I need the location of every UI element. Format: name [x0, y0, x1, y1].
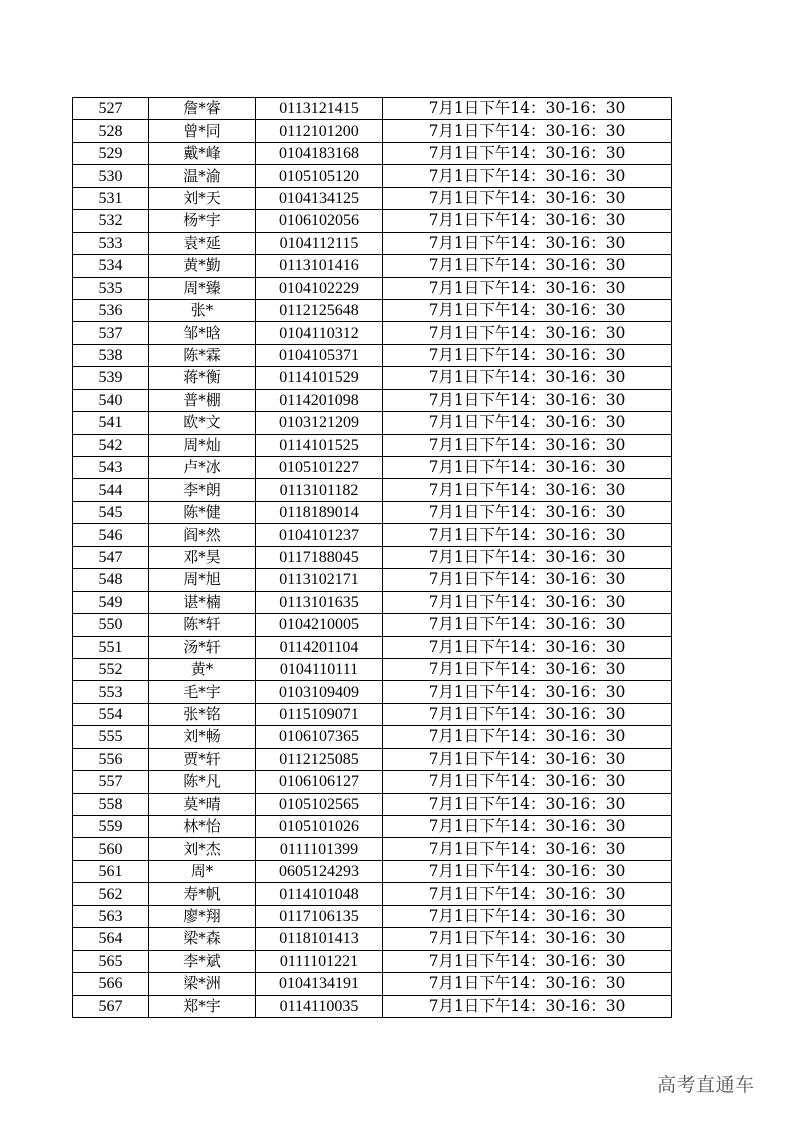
table-row: [73, 434, 672, 456]
table-row: [73, 232, 672, 254]
student-name-cell: 黄*: [149, 658, 256, 680]
table-row: [73, 344, 672, 366]
exam-time-cell: 7月1日下午14：30-16：30: [383, 322, 672, 344]
exam-time-cell: 7月1日下午14：30-16：30: [383, 367, 672, 389]
row-number-cell: 544: [73, 479, 149, 501]
exam-time-cell: 7月1日下午14：30-16：30: [383, 726, 672, 748]
student-id-cell: 0115109071: [256, 703, 383, 725]
row-number-cell: 563: [73, 905, 149, 927]
student-id-cell: 0104110111: [256, 658, 383, 680]
student-id-cell: 0106107365: [256, 726, 383, 748]
student-id-cell: 0104112115: [256, 232, 383, 254]
student-name-cell: 戴*峰: [149, 142, 256, 164]
exam-time-cell: 7月1日下午14：30-16：30: [383, 860, 672, 882]
student-id-cell: 0118189014: [256, 501, 383, 523]
exam-time-cell: 7月1日下午14：30-16：30: [383, 771, 672, 793]
table-row: [73, 255, 672, 277]
table-row: [73, 838, 672, 860]
student-name-cell: 普*棚: [149, 389, 256, 411]
student-id-cell: 0118101413: [256, 928, 383, 950]
row-number-cell: 556: [73, 748, 149, 770]
row-number-cell: 567: [73, 995, 149, 1017]
exam-time-cell: 7月1日下午14：30-16：30: [383, 255, 672, 277]
exam-time-cell: 7月1日下午14：30-16：30: [383, 636, 672, 658]
exam-time-cell: 7月1日下午14：30-16：30: [383, 98, 672, 120]
exam-time-cell: 7月1日下午14：30-16：30: [383, 479, 672, 501]
row-number-cell: 553: [73, 681, 149, 703]
student-id-cell: 0113101416: [256, 255, 383, 277]
student-name-cell: 周*灿: [149, 434, 256, 456]
exam-time-cell: 7月1日下午14：30-16：30: [383, 614, 672, 636]
student-id-cell: 0112101200: [256, 120, 383, 142]
student-name-cell: 谌*楠: [149, 591, 256, 613]
row-number-cell: 548: [73, 569, 149, 591]
table-row: [73, 950, 672, 972]
table-row: [73, 928, 672, 950]
row-number-cell: 528: [73, 120, 149, 142]
table-row: [73, 748, 672, 770]
table-row: [73, 995, 672, 1017]
table-row: [73, 142, 672, 164]
student-id-cell: 0114110035: [256, 995, 383, 1017]
table-row: [73, 210, 672, 232]
table-row: [73, 703, 672, 725]
table-row: [73, 367, 672, 389]
student-id-cell: 0106102056: [256, 210, 383, 232]
student-id-cell: 0104105371: [256, 344, 383, 366]
student-name-cell: 廖*翔: [149, 905, 256, 927]
exam-time-cell: 7月1日下午14：30-16：30: [383, 569, 672, 591]
exam-time-cell: 7月1日下午14：30-16：30: [383, 658, 672, 680]
student-name-cell: 张*铭: [149, 703, 256, 725]
student-id-cell: 0605124293: [256, 860, 383, 882]
student-id-cell: 0104102229: [256, 277, 383, 299]
student-name-cell: 刘*杰: [149, 838, 256, 860]
row-number-cell: 546: [73, 524, 149, 546]
exam-time-cell: 7月1日下午14：30-16：30: [383, 681, 672, 703]
row-number-cell: 539: [73, 367, 149, 389]
student-id-cell: 0111101399: [256, 838, 383, 860]
row-number-cell: 557: [73, 771, 149, 793]
student-name-cell: 贾*轩: [149, 748, 256, 770]
student-id-cell: 0113121415: [256, 98, 383, 120]
table-row: [73, 501, 672, 523]
student-id-cell: 0105102565: [256, 793, 383, 815]
student-name-cell: 周*旭: [149, 569, 256, 591]
row-number-cell: 530: [73, 165, 149, 187]
table-row: [73, 614, 672, 636]
row-number-cell: 551: [73, 636, 149, 658]
table-row: [73, 591, 672, 613]
exam-time-cell: 7月1日下午14：30-16：30: [383, 973, 672, 995]
row-number-cell: 527: [73, 98, 149, 120]
table-row: [73, 658, 672, 680]
student-name-cell: 刘*天: [149, 187, 256, 209]
student-name-cell: 陈*霖: [149, 344, 256, 366]
student-id-cell: 0104101237: [256, 524, 383, 546]
student-name-cell: 李*斌: [149, 950, 256, 972]
exam-time-cell: 7月1日下午14：30-16：30: [383, 165, 672, 187]
table-row: [73, 165, 672, 187]
table-row: [73, 412, 672, 434]
student-name-cell: 邹*晗: [149, 322, 256, 344]
row-number-cell: 533: [73, 232, 149, 254]
exam-time-cell: 7月1日下午14：30-16：30: [383, 344, 672, 366]
student-name-cell: 周*臻: [149, 277, 256, 299]
exam-time-cell: 7月1日下午14：30-16：30: [383, 142, 672, 164]
student-name-cell: 莫*晴: [149, 793, 256, 815]
student-name-cell: 欧*文: [149, 412, 256, 434]
student-name-cell: 刘*畅: [149, 726, 256, 748]
student-id-cell: 0104210005: [256, 614, 383, 636]
student-id-cell: 0112125085: [256, 748, 383, 770]
exam-time-cell: 7月1日下午14：30-16：30: [383, 434, 672, 456]
student-id-cell: 0113101182: [256, 479, 383, 501]
table-row: [73, 479, 672, 501]
student-name-cell: 郑*宇: [149, 995, 256, 1017]
row-number-cell: 536: [73, 299, 149, 321]
table-row: [73, 883, 672, 905]
row-number-cell: 537: [73, 322, 149, 344]
exam-time-cell: 7月1日下午14：30-16：30: [383, 501, 672, 523]
exam-time-cell: 7月1日下午14：30-16：30: [383, 591, 672, 613]
student-name-cell: 毛*宇: [149, 681, 256, 703]
row-number-cell: 541: [73, 412, 149, 434]
table-row: [73, 860, 672, 882]
exam-time-cell: 7月1日下午14：30-16：30: [383, 816, 672, 838]
student-name-cell: 陈*健: [149, 501, 256, 523]
table-row: [73, 793, 672, 815]
exam-time-cell: 7月1日下午14：30-16：30: [383, 277, 672, 299]
exam-time-cell: 7月1日下午14：30-16：30: [383, 210, 672, 232]
table-row: [73, 973, 672, 995]
row-number-cell: 535: [73, 277, 149, 299]
student-name-cell: 卢*冰: [149, 457, 256, 479]
table-row: [73, 457, 672, 479]
student-name-cell: 张*: [149, 299, 256, 321]
exam-time-cell: 7月1日下午14：30-16：30: [383, 546, 672, 568]
student-name-cell: 林*怡: [149, 816, 256, 838]
row-number-cell: 549: [73, 591, 149, 613]
student-name-cell: 杨*宇: [149, 210, 256, 232]
student-name-cell: 蒋*衡: [149, 367, 256, 389]
student-id-cell: 0104110312: [256, 322, 383, 344]
row-number-cell: 560: [73, 838, 149, 860]
row-number-cell: 562: [73, 883, 149, 905]
student-name-cell: 詹*睿: [149, 98, 256, 120]
student-name-cell: 汤*轩: [149, 636, 256, 658]
table-row: [73, 681, 672, 703]
table-row: [73, 546, 672, 568]
table-row: [73, 524, 672, 546]
student-id-cell: 0113101635: [256, 591, 383, 613]
watermark-logo-text: 高考直通车: [657, 1074, 755, 1096]
row-number-cell: 545: [73, 501, 149, 523]
table-row: [73, 726, 672, 748]
student-name-cell: 陈*轩: [149, 614, 256, 636]
row-number-cell: 538: [73, 344, 149, 366]
student-name-cell: 李*朗: [149, 479, 256, 501]
row-number-cell: 529: [73, 142, 149, 164]
student-id-cell: 0114201098: [256, 389, 383, 411]
row-number-cell: 540: [73, 389, 149, 411]
exam-time-cell: 7月1日下午14：30-16：30: [383, 703, 672, 725]
exam-time-cell: 7月1日下午14：30-16：30: [383, 457, 672, 479]
student-id-cell: 0106106127: [256, 771, 383, 793]
exam-time-cell: 7月1日下午14：30-16：30: [383, 995, 672, 1017]
table-row: [73, 569, 672, 591]
row-number-cell: 547: [73, 546, 149, 568]
exam-time-cell: 7月1日下午14：30-16：30: [383, 928, 672, 950]
table-row: [73, 120, 672, 142]
table-row: [73, 322, 672, 344]
exam-time-cell: 7月1日下午14：30-16：30: [383, 793, 672, 815]
student-name-cell: 阎*然: [149, 524, 256, 546]
student-id-cell: 0103109409: [256, 681, 383, 703]
student-name-cell: 梁*洲: [149, 973, 256, 995]
student-name-cell: 黄*勤: [149, 255, 256, 277]
exam-time-cell: 7月1日下午14：30-16：30: [383, 120, 672, 142]
row-number-cell: 558: [73, 793, 149, 815]
student-id-cell: 0114101048: [256, 883, 383, 905]
table-row: [73, 98, 672, 120]
exam-time-cell: 7月1日下午14：30-16：30: [383, 950, 672, 972]
table-row: [73, 636, 672, 658]
row-number-cell: 555: [73, 726, 149, 748]
student-id-cell: 0114101525: [256, 434, 383, 456]
exam-time-cell: 7月1日下午14：30-16：30: [383, 524, 672, 546]
student-id-cell: 0114101529: [256, 367, 383, 389]
student-name-cell: 梁*森: [149, 928, 256, 950]
row-number-cell: 561: [73, 860, 149, 882]
student-name-cell: 邓*昊: [149, 546, 256, 568]
student-id-cell: 0105101026: [256, 816, 383, 838]
exam-time-cell: 7月1日下午14：30-16：30: [383, 187, 672, 209]
student-id-cell: 0111101221: [256, 950, 383, 972]
row-number-cell: 566: [73, 973, 149, 995]
student-id-cell: 0104134125: [256, 187, 383, 209]
exam-time-cell: 7月1日下午14：30-16：30: [383, 748, 672, 770]
student-id-cell: 0117106135: [256, 905, 383, 927]
table-row: [73, 816, 672, 838]
student-name-cell: 陈*凡: [149, 771, 256, 793]
row-number-cell: 552: [73, 658, 149, 680]
student-name-cell: 曾*同: [149, 120, 256, 142]
table-row: [73, 905, 672, 927]
table-row: [73, 299, 672, 321]
student-id-cell: 0114201104: [256, 636, 383, 658]
student-name-cell: 周*: [149, 860, 256, 882]
exam-time-cell: 7月1日下午14：30-16：30: [383, 232, 672, 254]
row-number-cell: 532: [73, 210, 149, 232]
student-id-cell: 0105101227: [256, 457, 383, 479]
exam-time-cell: 7月1日下午14：30-16：30: [383, 838, 672, 860]
student-id-cell: 0104183168: [256, 142, 383, 164]
student-id-cell: 0104134191: [256, 973, 383, 995]
row-number-cell: 534: [73, 255, 149, 277]
student-name-cell: 袁*延: [149, 232, 256, 254]
student-name-cell: 寿*帆: [149, 883, 256, 905]
exam-time-cell: 7月1日下午14：30-16：30: [383, 412, 672, 434]
student-id-cell: 0103121209: [256, 412, 383, 434]
exam-schedule-table: [72, 97, 672, 1018]
table-row: [73, 187, 672, 209]
student-id-cell: 0113102171: [256, 569, 383, 591]
row-number-cell: 531: [73, 187, 149, 209]
row-number-cell: 542: [73, 434, 149, 456]
student-id-cell: 0105105120: [256, 165, 383, 187]
exam-time-cell: 7月1日下午14：30-16：30: [383, 883, 672, 905]
table-row: [73, 389, 672, 411]
table-row: [73, 277, 672, 299]
student-name-cell: 温*渝: [149, 165, 256, 187]
exam-time-cell: 7月1日下午14：30-16：30: [383, 389, 672, 411]
student-id-cell: 0112125648: [256, 299, 383, 321]
row-number-cell: 543: [73, 457, 149, 479]
row-number-cell: 554: [73, 703, 149, 725]
row-number-cell: 550: [73, 614, 149, 636]
table-body: [73, 98, 672, 1018]
exam-time-cell: 7月1日下午14：30-16：30: [383, 905, 672, 927]
row-number-cell: 559: [73, 816, 149, 838]
table-row: [73, 771, 672, 793]
row-number-cell: 564: [73, 928, 149, 950]
student-id-cell: 0117188045: [256, 546, 383, 568]
row-number-cell: 565: [73, 950, 149, 972]
exam-time-cell: 7月1日下午14：30-16：30: [383, 299, 672, 321]
